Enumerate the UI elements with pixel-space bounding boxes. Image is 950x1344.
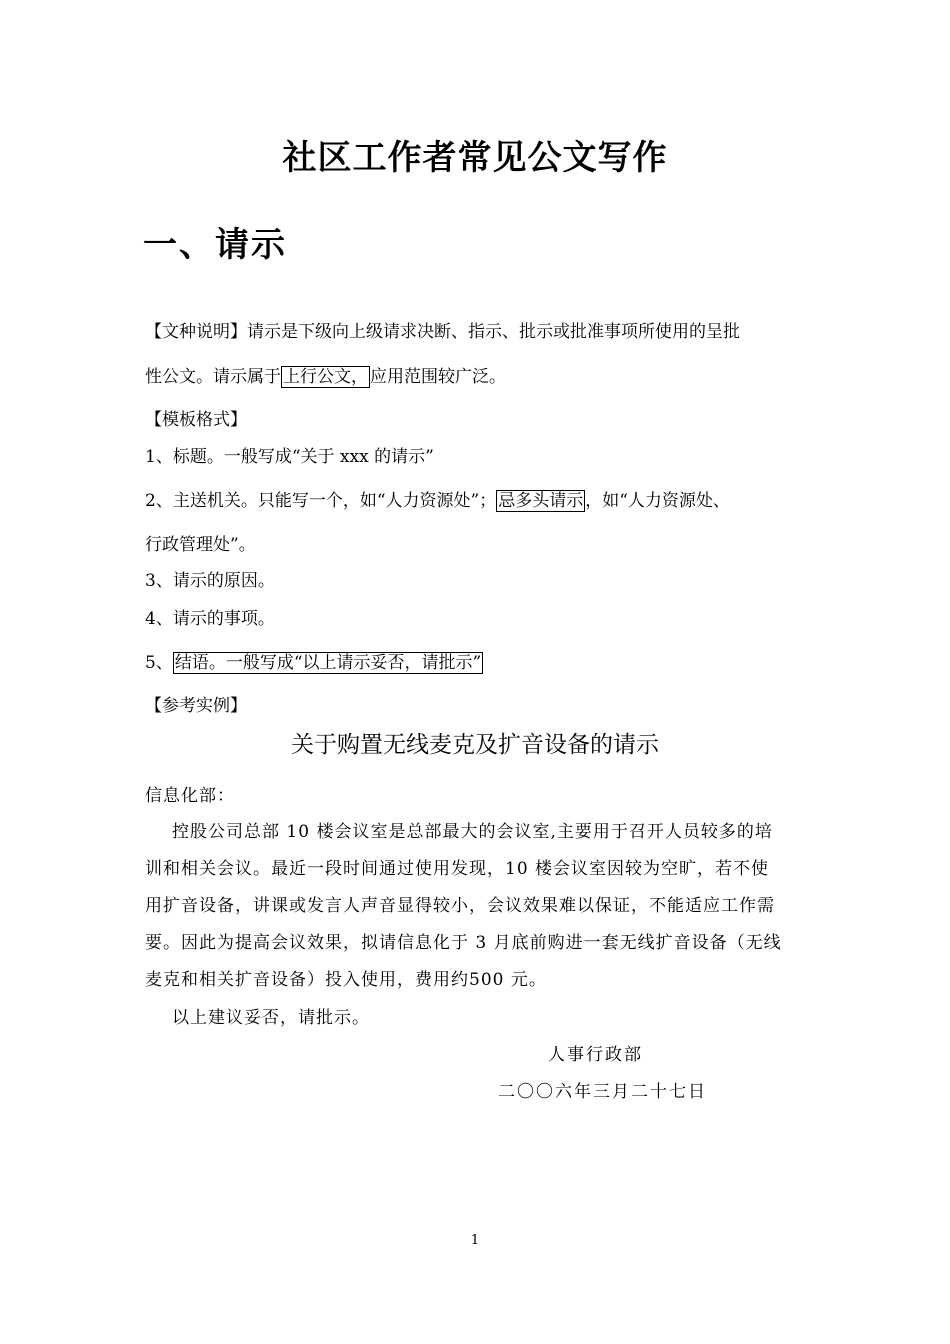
description-line-2	[145, 364, 506, 390]
template-item-2-text: 2、主送机关。只能写一个，如“人力资源处”；	[145, 491, 497, 511]
template-item-2	[145, 488, 730, 514]
example-title: 关于购置无线麦克及扩音设备的请示	[291, 732, 659, 758]
description-text-cont: 性公文。请示属于	[145, 367, 281, 387]
example-label: 【参考实例】	[145, 696, 247, 716]
boxed-highlight-no-multiple: 忌多头请示	[498, 491, 584, 511]
template-label: 【模板格式】	[145, 410, 247, 430]
example-body-line-5: 麦克和相关扩音设备）投入使用，费用约500 元。	[145, 970, 547, 990]
template-item-2-text-end: ，如“人力资源处、	[585, 491, 730, 511]
document-title: 社区工作者常见公文写作	[282, 138, 668, 178]
description-label: 【文种说明】	[145, 322, 247, 342]
example-date: 二〇〇六年三月二十七日	[498, 1082, 707, 1102]
example-signature: 人事行政部	[548, 1045, 643, 1065]
example-body-line-4: 要。因此为提高会议效果，拟请信息化于 3 月底前购进一套无线扩音设备（无线	[145, 933, 782, 953]
template-item-5	[145, 650, 483, 676]
page-number: 1	[470, 1233, 480, 1248]
section-heading: 一、请示	[143, 225, 287, 265]
example-body-line-1: 控股公司总部 10 楼会议室是总部最大的会议室,主要用于召开人员较多的培	[172, 822, 773, 842]
template-item-3: 3、请示的原因。	[145, 571, 275, 591]
example-body-line-2: 训和相关会议。最近一段时间通过使用发现，10 楼会议室因较为空旷，若不使	[145, 859, 770, 879]
template-item-5-prefix: 5、	[145, 653, 173, 673]
template-item-1: 1、标题。一般写成“关于 xxx 的请示”	[145, 447, 434, 467]
description-text-end: 应用范围较广泛。	[370, 367, 506, 387]
description-line-1	[145, 319, 740, 345]
boxed-highlight-closing: 结语。一般写成“以上请示妥否，请批示”	[174, 653, 482, 673]
example-body-line-3: 用扩音设备，讲课或发言人声音显得较小，会议效果难以保证，不能适应工作需	[145, 896, 775, 916]
description-text: 请示是下级向上级请求决断、指示、批示或批准事项所使用的呈批	[247, 322, 740, 342]
template-item-4: 4、请示的事项。	[145, 609, 275, 629]
template-item-2-cont: 行政管理处”。	[145, 535, 256, 555]
example-recipient: 信息化部：	[145, 786, 235, 806]
example-closing: 以上建议妥否，请批示。	[172, 1008, 370, 1028]
boxed-highlight-upward-doc: 上行公文，	[283, 367, 368, 387]
